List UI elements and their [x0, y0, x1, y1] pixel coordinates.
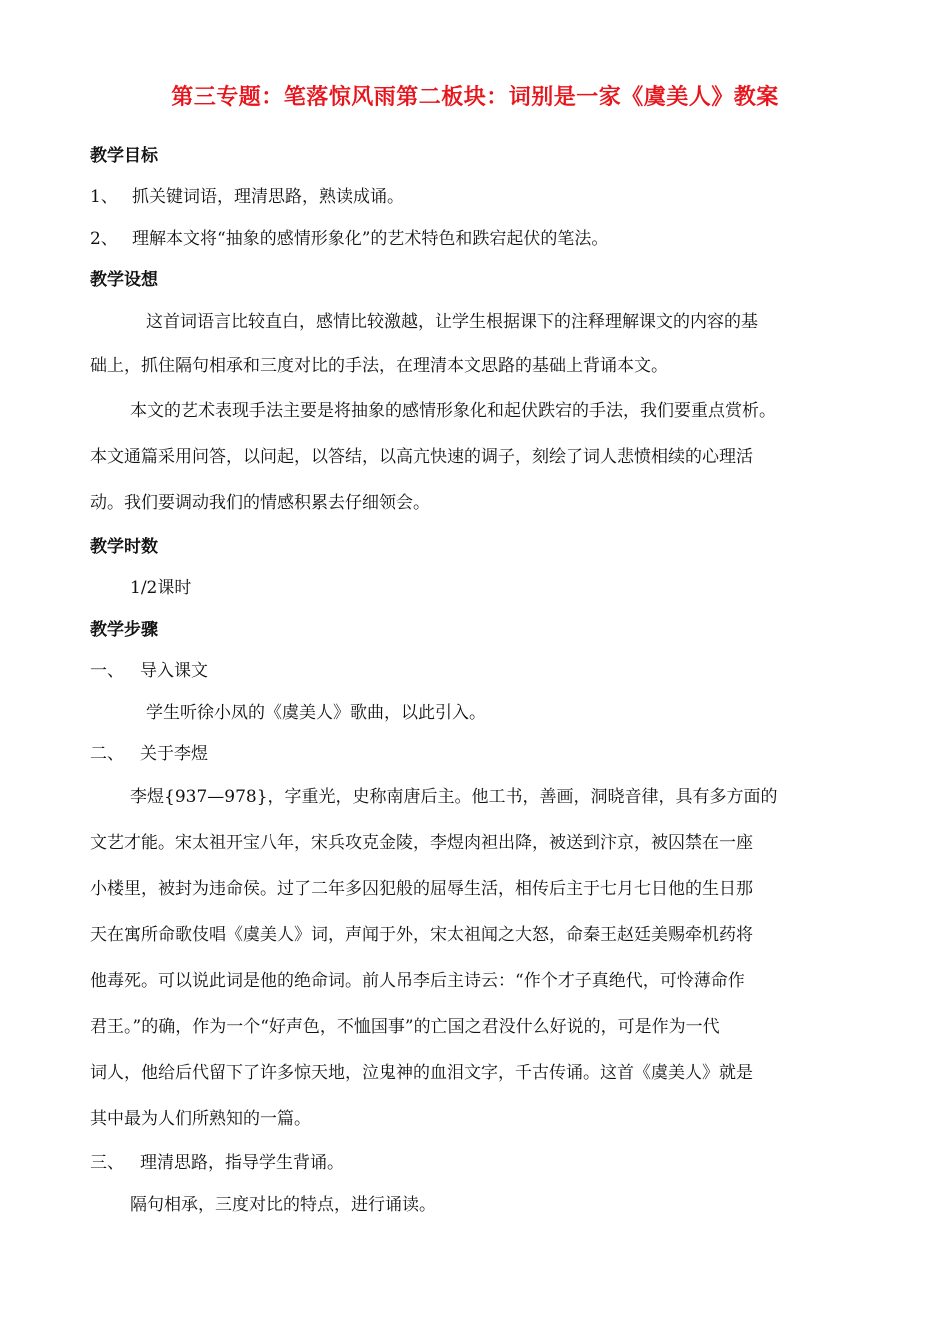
step-title: 导入课文: [140, 661, 208, 681]
design-paragraph-line: 这首词语言比较直白，感情比较激越，让学生根据课下的注释理解课文的内容的基: [146, 312, 758, 332]
heading-goals: 教学目标: [90, 146, 158, 166]
step-title: 理清思路，指导学生背诵。: [140, 1153, 344, 1173]
goal-item-2: [90, 228, 608, 250]
step-2-paragraph-line: 李煜{937—978}，字重光，史称南唐后主。他工书，善画，洞晓音律，具有多方面的: [130, 787, 778, 807]
step-2-paragraph-line: 小楼里，被封为违命侯。过了二年多囚犯般的屈辱生活，相传后主于七月七日他的生日那: [90, 879, 753, 899]
goal-item-1: [90, 186, 404, 208]
heading-steps: 教学步骤: [90, 620, 158, 640]
step-2-heading: [90, 743, 208, 765]
step-title: 关于李煜: [140, 744, 208, 764]
step-3-text: 隔句相承，三度对比的特点，进行诵读。: [130, 1195, 436, 1215]
step-number: 一、: [90, 661, 124, 681]
heading-hours: 教学时数: [90, 537, 158, 557]
step-2-paragraph-line: 文艺才能。宋太祖开宝八年，宋兵攻克金陵，李煜肉袒出降，被送到汴京，被囚禁在一座: [90, 833, 753, 853]
design-paragraph-line: 本文通篇采用问答，以问起，以答结，以高亢快速的调子，刻绘了词人悲愤相续的心理活: [90, 447, 753, 467]
step-2-paragraph-line: 君王。”的确，作为一个“好声色，不恤国事”的亡国之君没什么好说的，可是作为一代: [90, 1017, 720, 1037]
goal-number: 2、: [90, 229, 118, 249]
step-1-text: 学生听徐小凤的《虞美人》歌曲，以此引入。: [146, 703, 486, 723]
step-2-paragraph-line: 天在寓所命歌伎唱《虞美人》词，声闻于外，宋太祖闻之大怒，命秦王赵廷美赐牵机药将: [90, 925, 753, 945]
step-1-heading: [90, 660, 208, 682]
design-paragraph-line: 动。我们要调动我们的情感积累去仔细领会。: [90, 493, 430, 513]
step-number: 三、: [90, 1153, 124, 1173]
design-paragraph-line: 础上，抓住隔句相承和三度对比的手法，在理清本文思路的基础上背诵本文。: [90, 356, 668, 376]
step-2-paragraph-line: 词人，他给后代留下了许多惊天地，泣鬼神的血泪文字，千古传诵。这首《虞美人》就是: [90, 1063, 753, 1083]
goal-text: 抓关键词语，理清思路，熟读成诵。: [132, 187, 404, 207]
step-2-paragraph-line: 他毒死。可以说此词是他的绝命词。前人吊李后主诗云：“作个才子真绝代，可怜薄命作: [90, 971, 745, 991]
document-title: 第三专题：笔落惊风雨第二板块：词别是一家《虞美人》教案: [171, 85, 779, 110]
step-number: 二、: [90, 744, 124, 764]
heading-design: 教学设想: [90, 270, 158, 290]
hours-value: 1/2课时: [130, 578, 192, 598]
step-2-paragraph-line: 其中最为人们所熟知的一篇。: [90, 1109, 311, 1129]
goal-number: 1、: [90, 187, 118, 207]
design-paragraph-line: 本文的艺术表现手法主要是将抽象的感情形象化和起伏跌宕的手法，我们要重点赏析。: [130, 401, 776, 421]
goal-text: 理解本文将“抽象的感情形象化”的艺术特色和跌宕起伏的笔法。: [132, 229, 609, 249]
step-3-heading: [90, 1152, 344, 1174]
